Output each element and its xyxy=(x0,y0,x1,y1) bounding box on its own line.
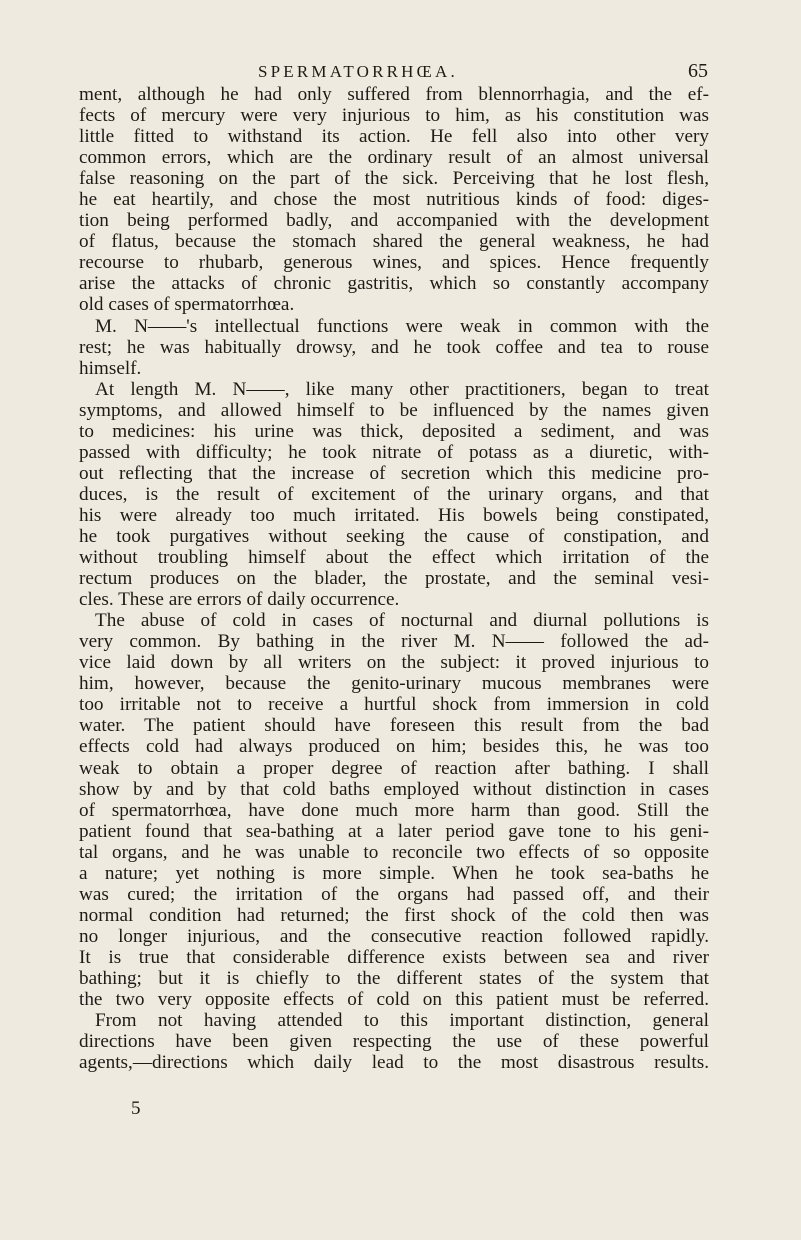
text-line: very common. By bathing in the river M. N—— followed the ad- xyxy=(79,631,709,653)
text-line: recourse to rhubarb, generous wines, and spices. Hence frequently xyxy=(79,252,709,274)
text-line: a nature; yet nothing is more simple. When he took sea-baths he xyxy=(79,862,709,884)
text-line: common errors, which are the ordinary result of an almost universal xyxy=(79,147,709,169)
text-line: himself. xyxy=(79,357,142,379)
text-line: little fitted to withstand its action. He fell also into other very xyxy=(79,126,709,148)
text-line: At length M. N——, like many other practitioners, began to treat xyxy=(95,378,709,400)
text-line: of spermatorrhœa, have done much more harm than good. Still the xyxy=(79,799,709,821)
text-line: water. The patient should have foreseen this result from the bad xyxy=(79,715,709,737)
text-line: out reflecting that the increase of secretion which this medicine pro- xyxy=(79,462,709,484)
text-line: vice laid down by all writers on the subject: it proved injurious to xyxy=(79,652,709,674)
text-line: he took purgatives without seeking the cause of constipation, and xyxy=(79,525,709,547)
text-line: of flatus, because the stomach shared the general weakness, he had xyxy=(79,231,709,253)
text-line: From not having attended to this important distinction, general xyxy=(95,1010,709,1032)
text-line: rectum produces on the blader, the prostate, and the seminal vesi- xyxy=(79,568,709,590)
text-line: cles. These are errors of daily occurrence. xyxy=(79,589,400,611)
text-line: symptoms, and allowed himself to be influenced by the names given xyxy=(79,399,709,421)
text-line: M. N——'s intellectual functions were weak in common with the xyxy=(95,315,709,337)
text-line: to medicines: his urine was thick, deposited a sediment, and was xyxy=(79,420,709,442)
page-number: 65 xyxy=(688,60,708,82)
text-line: It is true that considerable difference exists between sea and river xyxy=(79,946,709,968)
text-line: agents,—directions which daily lead to the most disastrous results. xyxy=(79,1052,709,1074)
running-head xyxy=(0,62,801,86)
text-line: duces, is the result of excitement of the urinary organs, and that xyxy=(79,483,709,505)
text-line: old cases of spermatorrhœa. xyxy=(79,294,295,316)
text-line: The abuse of cold in cases of nocturnal and diurnal pollutions is xyxy=(95,610,709,632)
text-line: no longer injurious, and the consecutive reaction followed rapidly. xyxy=(79,925,709,947)
text-line: his were already too much irritated. His bowels being constipated, xyxy=(79,504,709,526)
text-line: weak to obtain a proper degree of reaction after bathing. I shall xyxy=(79,757,709,779)
text-line: tion being performed badly, and accompanied with the development xyxy=(79,210,709,232)
text-line: show by and by that cold baths employed without distinction in cases xyxy=(79,778,709,800)
text-line: directions have been given respecting the use of these powerful xyxy=(79,1031,709,1053)
text-line: bathing; but it is chiefly to the different states of the system that xyxy=(79,967,709,989)
text-line: passed with difficulty; he took nitrate of potass as a diuretic, with- xyxy=(79,441,709,463)
text-line: false reasoning on the part of the sick. Perceiving that he lost flesh, xyxy=(79,168,709,190)
text-line: the two very opposite effects of cold on this patient must be referred. xyxy=(79,989,709,1011)
text-line: was cured; the irritation of the organs had passed off, and their xyxy=(79,883,709,905)
text-line: he eat heartily, and chose the most nutritious kinds of food: diges- xyxy=(79,189,709,211)
text-line: him, however, because the genito-urinary mucous membranes were xyxy=(79,673,709,695)
text-line: arise the attacks of chronic gastritis, which so constantly accompany xyxy=(79,273,709,295)
running-title: SPERMATORRHŒA. xyxy=(258,62,458,81)
text-line: tal organs, and he was unable to reconcile two effects of so opposite xyxy=(79,841,709,863)
text-line: without troubling himself about the effect which irritation of the xyxy=(79,547,709,569)
text-line: effects cold had always produced on him; besides this, he was too xyxy=(79,736,709,758)
text-line: too irritable not to receive a hurtful shock from immersion in cold xyxy=(79,694,709,716)
signature-mark: 5 xyxy=(131,1098,141,1119)
text-line: patient found that sea-bathing at a later period gave tone to his geni- xyxy=(79,820,709,842)
text-line: rest; he was habitually drowsy, and he took coffee and tea to rouse xyxy=(79,336,709,358)
text-line: normal condition had returned; the first shock of the cold then was xyxy=(79,904,709,926)
text-line: fects of mercury were very injurious to him, as his constitution was xyxy=(79,105,709,127)
text-line: ment, although he had only suffered from blennorrhagia, and the ef- xyxy=(79,84,709,105)
body-text xyxy=(79,84,709,1073)
